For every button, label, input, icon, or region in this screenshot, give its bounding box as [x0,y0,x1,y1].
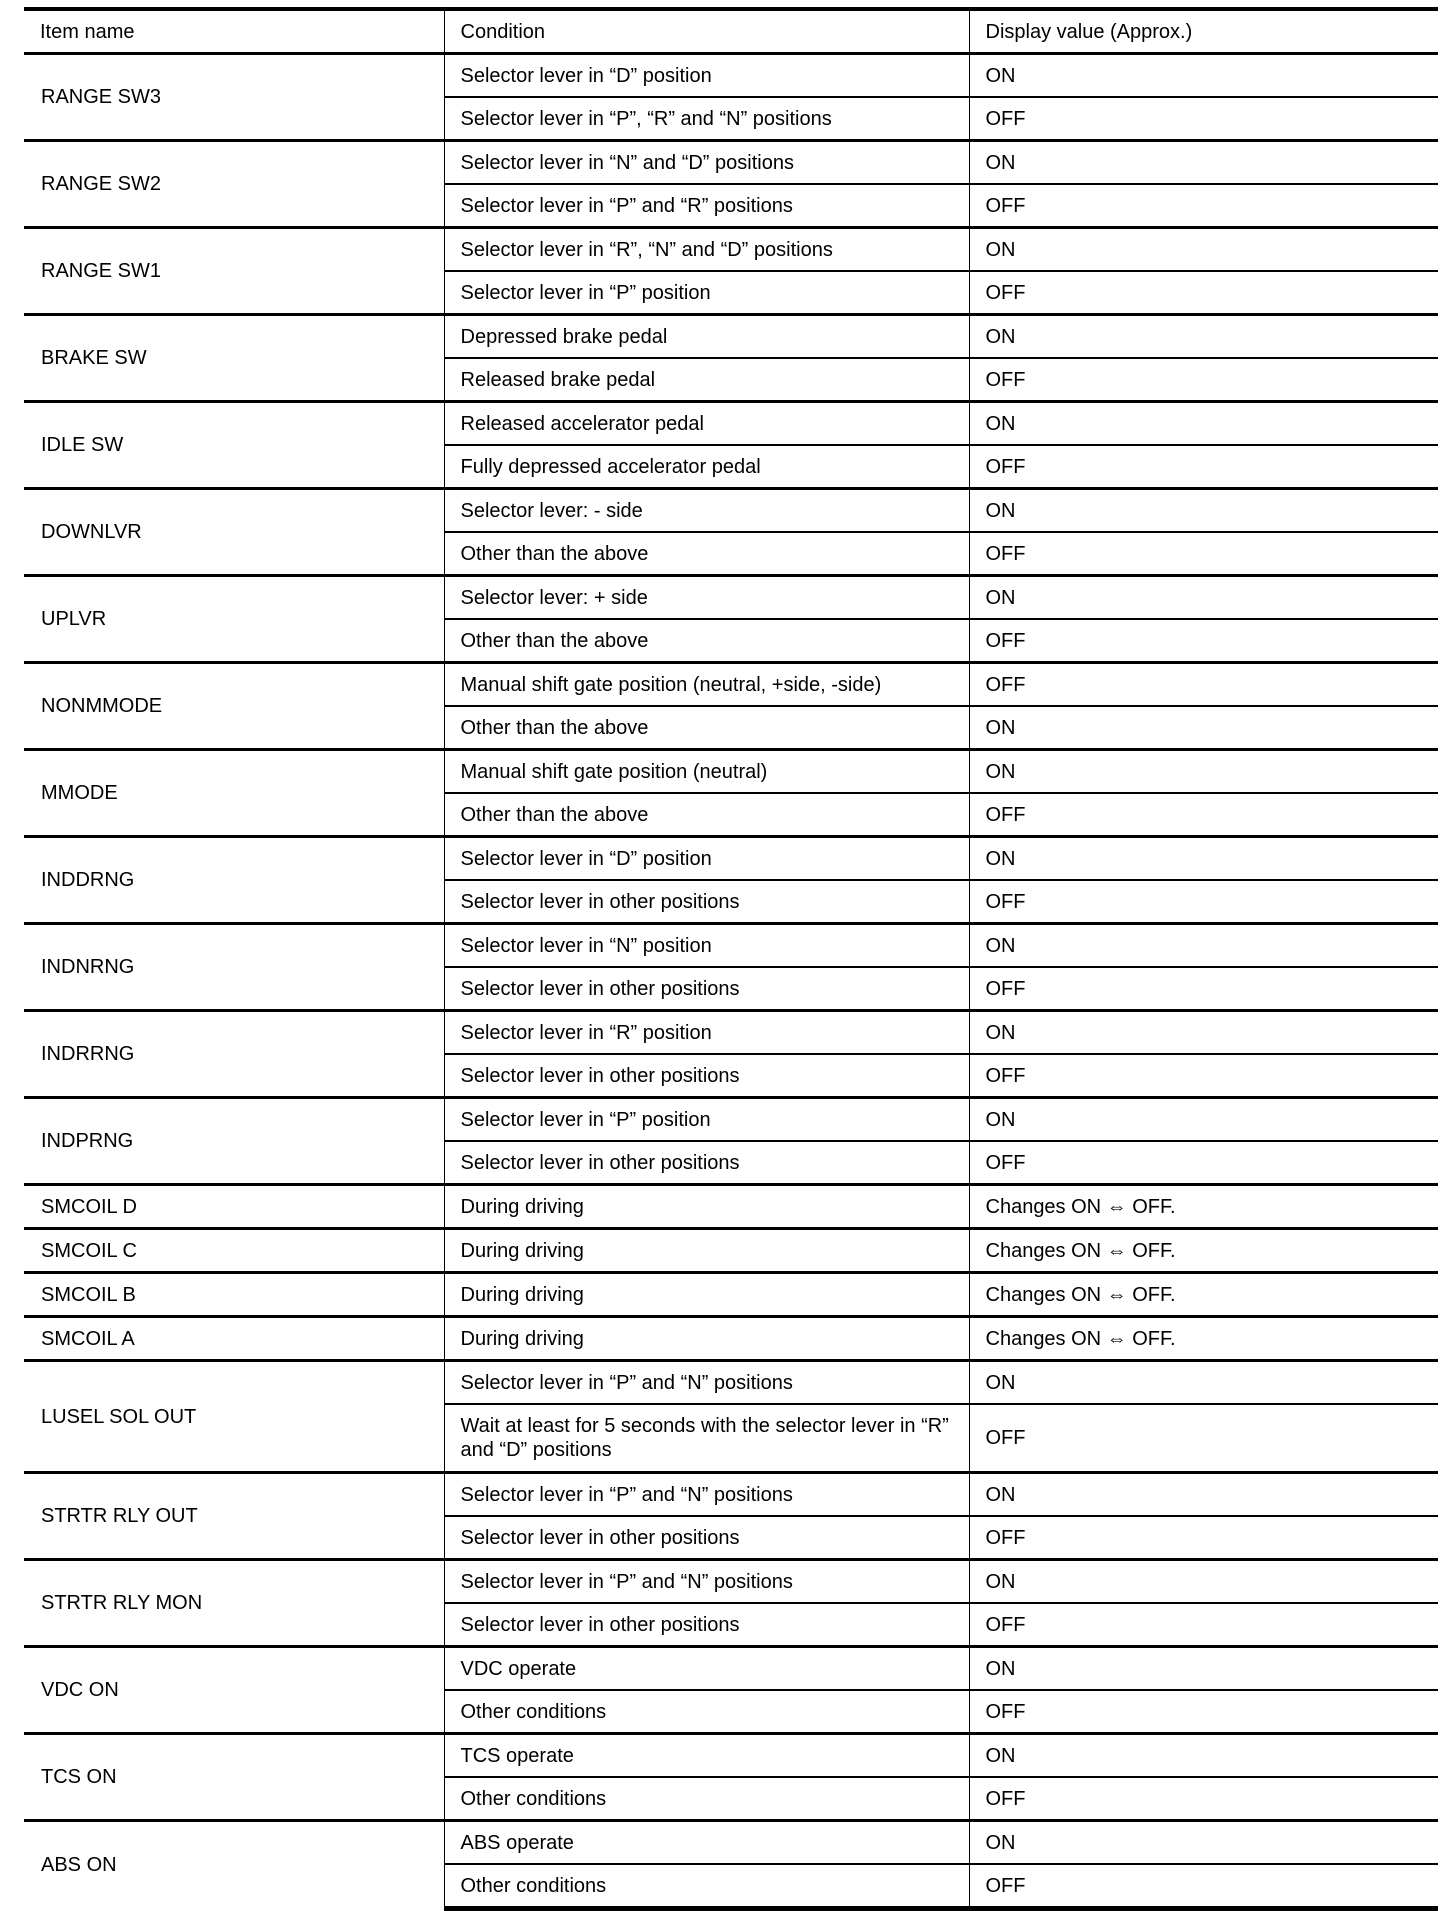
display-value-cell: OFF [969,445,1438,489]
display-value-cell: ON [969,1560,1438,1604]
display-value-cell: OFF [969,880,1438,924]
display-value-cell: OFF [969,1777,1438,1821]
table-row [24,1361,1438,1405]
condition-cell: Selector lever in “P” position [444,271,969,315]
display-value-cell: ON [969,54,1438,98]
item-name-cell: VDC ON [24,1647,444,1734]
display-value-cell: OFF [969,1690,1438,1734]
item-name-cell: LUSEL SOL OUT [24,1361,444,1473]
display-value-cell: OFF [969,271,1438,315]
item-name-cell: UPLVR [24,576,444,663]
table-row [24,489,1438,533]
table-row [24,1011,1438,1055]
item-name-cell: STRTR RLY MON [24,1560,444,1647]
condition-cell: Released accelerator pedal [444,402,969,446]
item-name-cell: DOWNLVR [24,489,444,576]
item-name-cell: IDLE SW [24,402,444,489]
display-value-cell: ON [969,924,1438,968]
display-value-cell: ON [969,1647,1438,1691]
condition-cell: Fully depressed accelerator pedal [444,445,969,489]
display-value-cell: OFF [969,532,1438,576]
display-value-cell: OFF [969,1404,1438,1473]
condition-cell: Manual shift gate position (neutral, +side, -side) [444,663,969,707]
display-value-cell: ON [969,1098,1438,1142]
item-name-cell: INDNRNG [24,924,444,1011]
table-row [24,315,1438,359]
header-row [24,9,1438,54]
item-name-cell: ABS ON [24,1821,444,1909]
condition-cell: Other than the above [444,706,969,750]
condition-cell: Released brake pedal [444,358,969,402]
display-value-cell: ON [969,1011,1438,1055]
condition-cell: Other than the above [444,532,969,576]
condition-cell: Selector lever in “P” and “R” positions [444,184,969,228]
condition-cell: Selector lever in other positions [444,967,969,1011]
condition-cell: Selector lever in “D” position [444,837,969,881]
condition-cell: Selector lever in other positions [444,1516,969,1560]
display-value-cell: ON [969,1473,1438,1517]
condition-cell: During driving [444,1185,969,1229]
condition-cell: Selector lever in “P” and “N” positions [444,1473,969,1517]
table-row [24,54,1438,98]
table-row [24,1229,1438,1273]
display-value-cell: ON [969,1361,1438,1405]
condition-cell: Other conditions [444,1690,969,1734]
condition-cell: Depressed brake pedal [444,315,969,359]
item-name-cell: SMCOIL B [24,1273,444,1317]
display-value-cell: OFF [969,663,1438,707]
table-row [24,750,1438,794]
item-name-cell: RANGE SW1 [24,228,444,315]
table-row [24,576,1438,620]
condition-cell: Selector lever in “P” and “N” positions [444,1361,969,1405]
condition-cell: Selector lever in “N” position [444,924,969,968]
item-name-cell: SMCOIL A [24,1317,444,1361]
item-name-cell: SMCOIL C [24,1229,444,1273]
display-value-cell: OFF [969,619,1438,663]
condition-cell: Selector lever in “P” and “N” positions [444,1560,969,1604]
table-row [24,1098,1438,1142]
item-name-cell: RANGE SW2 [24,141,444,228]
table-row [24,1185,1438,1229]
condition-cell: Selector lever in other positions [444,880,969,924]
display-value-cell: ON [969,837,1438,881]
display-value-cell: ON [969,1734,1438,1778]
display-value-cell: OFF [969,97,1438,141]
condition-cell: Selector lever in “R” position [444,1011,969,1055]
condition-cell: Other conditions [444,1777,969,1821]
table-row [24,1734,1438,1778]
display-value-cell: ON [969,750,1438,794]
display-value-cell: OFF [969,1516,1438,1560]
condition-cell: Wait at least for 5 seconds with the selector lever in “R” and “D” positions [444,1404,969,1473]
condition-cell: During driving [444,1317,969,1361]
condition-cell: Selector lever in other positions [444,1141,969,1185]
condition-cell: Selector lever: - side [444,489,969,533]
item-name-cell: TCS ON [24,1734,444,1821]
header-condition: Condition [444,9,969,54]
table-row [24,837,1438,881]
table-body [24,54,1438,1909]
item-name-cell: MMODE [24,750,444,837]
display-value-cell: OFF [969,793,1438,837]
condition-cell: Selector lever in “P” position [444,1098,969,1142]
item-name-cell: SMCOIL D [24,1185,444,1229]
item-name-cell: STRTR RLY OUT [24,1473,444,1560]
display-value-cell: ON [969,1821,1438,1865]
display-value-cell: Changes ON ⇔ OFF. [969,1273,1438,1317]
condition-cell: Selector lever in “N” and “D” positions [444,141,969,185]
table-row [24,1473,1438,1517]
display-value-cell: OFF [969,1141,1438,1185]
display-value-cell: ON [969,402,1438,446]
header-item-name: Item name [24,9,444,54]
condition-cell: Other conditions [444,1864,969,1909]
item-name-cell: NONMMODE [24,663,444,750]
display-value-cell: Changes ON ⇔ OFF. [969,1229,1438,1273]
table-row [24,924,1438,968]
condition-cell: Selector lever in “P”, “R” and “N” positions [444,97,969,141]
condition-cell: TCS operate [444,1734,969,1778]
header-display-value: Display value (Approx.) [969,9,1438,54]
display-value-cell: ON [969,141,1438,185]
table-row [24,141,1438,185]
condition-cell: Other than the above [444,793,969,837]
table-row [24,663,1438,707]
display-value-cell: ON [969,228,1438,272]
table-row [24,1560,1438,1604]
data-monitor-table [24,7,1438,1911]
condition-cell: Selector lever: + side [444,576,969,620]
display-value-cell: Changes ON ⇔ OFF. [969,1185,1438,1229]
display-value-cell: OFF [969,1864,1438,1909]
display-value-cell: ON [969,489,1438,533]
table-row [24,402,1438,446]
condition-cell: Manual shift gate position (neutral) [444,750,969,794]
item-name-cell: INDRRNG [24,1011,444,1098]
table-row [24,1821,1438,1865]
display-value-cell: ON [969,315,1438,359]
display-value-cell: Changes ON ⇔ OFF. [969,1317,1438,1361]
display-value-cell: OFF [969,967,1438,1011]
condition-cell: ABS operate [444,1821,969,1865]
item-name-cell: BRAKE SW [24,315,444,402]
condition-cell: During driving [444,1229,969,1273]
condition-cell: VDC operate [444,1647,969,1691]
table-row [24,1317,1438,1361]
display-value-cell: OFF [969,358,1438,402]
item-name-cell: INDPRNG [24,1098,444,1185]
display-value-cell: ON [969,706,1438,750]
display-value-cell: OFF [969,1054,1438,1098]
condition-cell: Other than the above [444,619,969,663]
display-value-cell: OFF [969,184,1438,228]
condition-cell: Selector lever in “D” position [444,54,969,98]
condition-cell: During driving [444,1273,969,1317]
display-value-cell: ON [969,576,1438,620]
item-name-cell: INDDRNG [24,837,444,924]
condition-cell: Selector lever in other positions [444,1603,969,1647]
condition-cell: Selector lever in other positions [444,1054,969,1098]
display-value-cell: OFF [969,1603,1438,1647]
table-row [24,1647,1438,1691]
table-row [24,1273,1438,1317]
table-row [24,228,1438,272]
item-name-cell: RANGE SW3 [24,54,444,141]
condition-cell: Selector lever in “R”, “N” and “D” positions [444,228,969,272]
